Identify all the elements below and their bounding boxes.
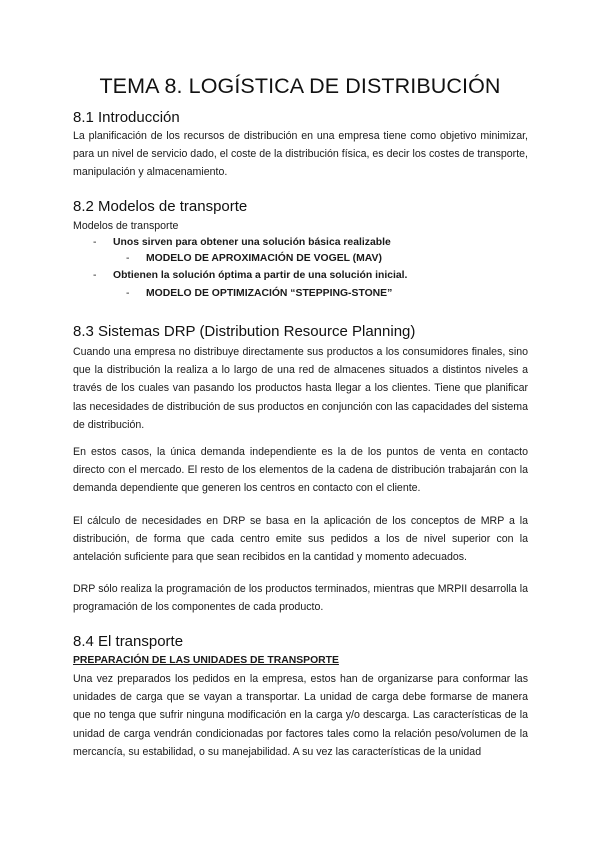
bullet-item-vogel (126, 253, 382, 264)
document-title: TEMA 8. LOGÍSTICA DE DISTRIBUCIÓN (99, 74, 501, 98)
dash-marker: - (93, 270, 97, 281)
bullet-text: Obtienen la solución óptima a partir de una solución inicial. (113, 270, 408, 281)
paragraph-introduccion: La planificación de los recursos de distribución en una empresa tiene como objetivo minimizar, para un nivel de servicio dado, el coste de la distribución física, es decir los costes de transporte, manipulación y almacenamiento. (73, 130, 528, 179)
bullet-item-stepping-stone (126, 288, 392, 299)
subheading-unidades-transporte: PREPARACIÓN DE LAS UNIDADES DE TRANSPORTE (73, 655, 339, 666)
dash-marker: - (93, 237, 97, 248)
paragraph-drp-4: DRP sólo realiza la programación de los productos terminados, mientras que MRPII desarrolla la programación de los componentes de cada producto. (73, 583, 528, 614)
bullet-text: Unos sirven para obtener una solución básica realizable (113, 237, 391, 248)
paragraph-transporte-1: Una vez preparados los pedidos en la empresa, estos han de organizarse para conformar las unidades de carga que se vayan a transportar. La unidad de carga debe formarse de manera que no tenga que sufrir ninguna modificación en la carga y/o descarga. Las características de la unidad de carga vendrán condicionadas por factores tales como la relación peso/volumen de la mercancía, su estabilidad, o su manejabilidad. A su vez las características de la unidad (73, 673, 528, 758)
paragraph-drp-3: El cálculo de necesidades en DRP se basa en la aplicación de los conceptos de MRP a la distribución, de forma que cada centro emite sus pedidos a los de nivel superior con la antelación suficiente para que sean recibidos en la cantidad y momento adecuados. (73, 515, 528, 564)
section-heading-transporte: 8.4 El transporte (73, 633, 184, 650)
bullet-text: MODELO DE APROXIMACIÓN DE VOGEL (MAV) (146, 253, 382, 264)
dash-marker: - (126, 288, 130, 299)
dash-marker: - (126, 253, 130, 264)
bullet-text: MODELO DE OPTIMIZACIÓN “STEPPING-STONE” (146, 288, 393, 299)
bullet-item-solucion-optima (93, 270, 407, 281)
section-heading-modelos-transporte: 8.2 Modelos de transporte (73, 198, 248, 215)
section-heading-sistemas-drp: 8.3 Sistemas DRP (Distribution Resource Planning) (73, 323, 416, 340)
modelos-intro-text: Modelos de transporte (73, 220, 179, 232)
paragraph-drp-2: En estos casos, la única demanda independiente es la de los puntos de venta en contacto directo con el mercado. El resto de los elementos de la cadena de distribución trabajarán con la demanda dependiente que generen los centros en contacto con el cliente. (73, 446, 528, 495)
section-heading-introduccion: 8.1 Introducción (73, 109, 180, 126)
bullet-item-solucion-basica (93, 237, 391, 248)
paragraph-drp-1: Cuando una empresa no distribuye directamente sus productos a los consumidores finales, sino que la distribución la realiza a lo largo de una red de almacenes situados a distintos niveles a través de los cuales van pasando los productos hasta llegar a los clientes. Tiene que planificar las necesidades de distribución de sus productos en conjunción con las capacidades del sistema de distribución. (73, 346, 528, 431)
